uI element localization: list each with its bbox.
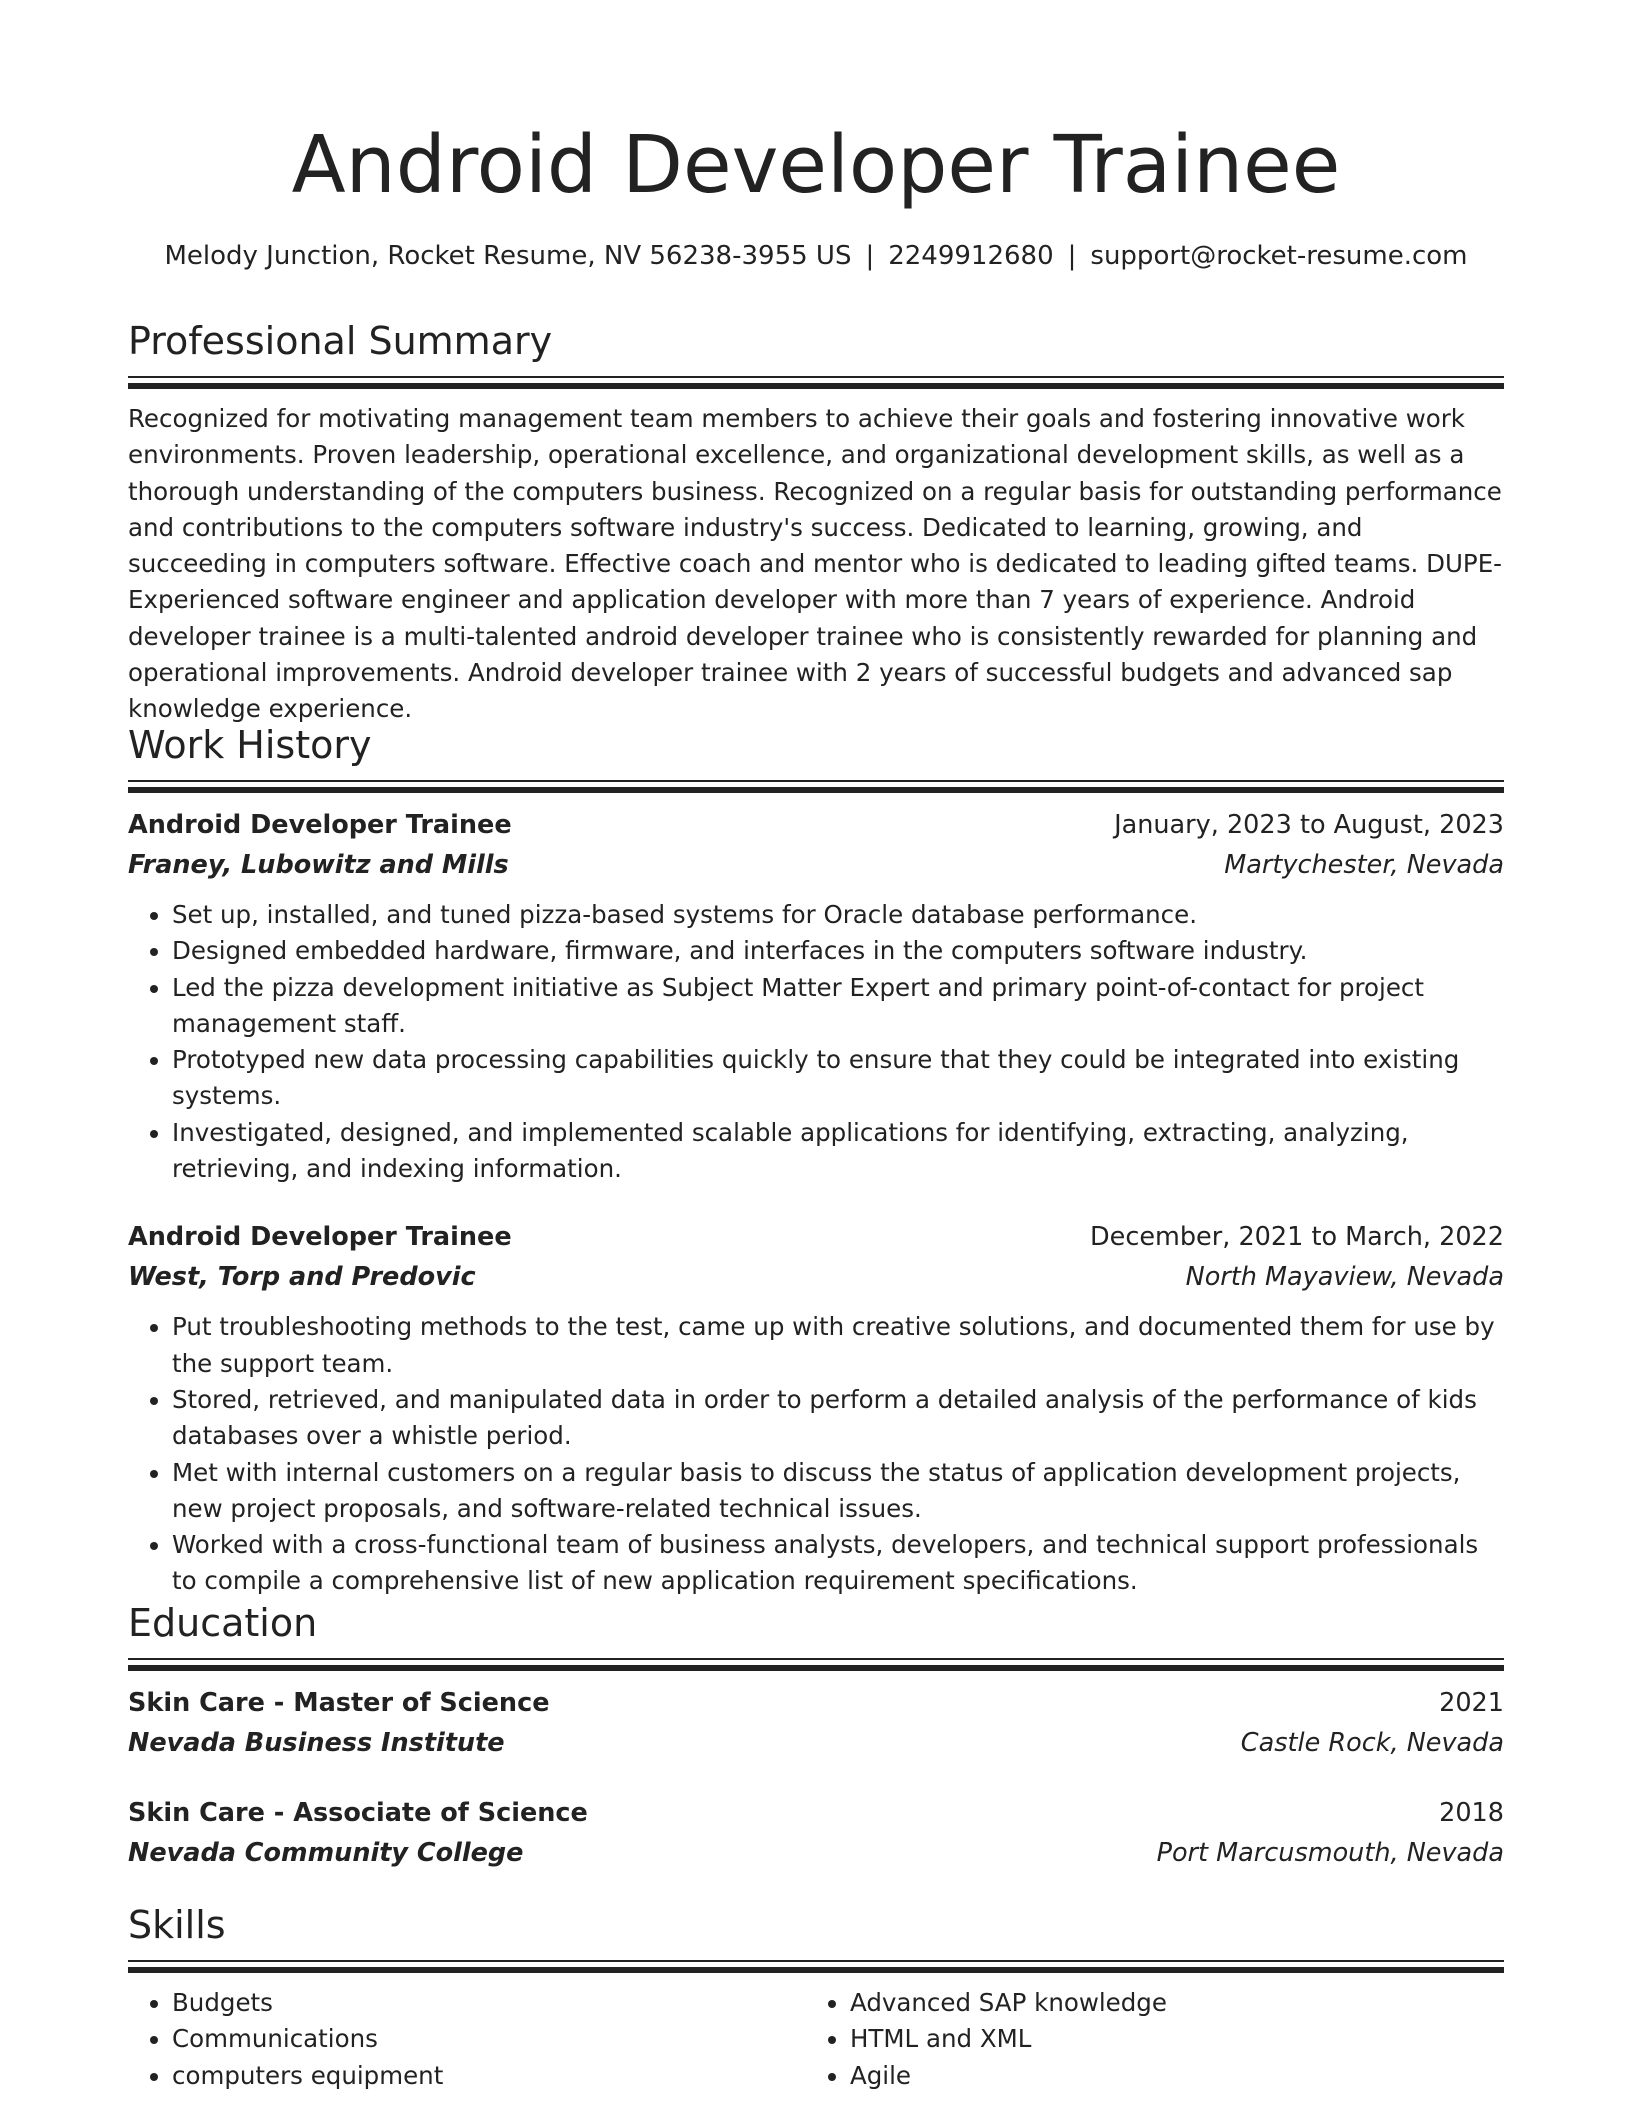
list-item: • Investigated, designed, and implemented scalable applications for identifying, extracting, analyzing, retrieving, and indexing information. [172, 1115, 1504, 1188]
job-entry [128, 1217, 1504, 1599]
list-item: • Budgets [172, 1985, 806, 2021]
skills-list-left [128, 1985, 806, 2094]
section-rule [128, 780, 1504, 793]
list-item: • Worked with a cross-functional team of business analysts, developers, and technical support professionals to compile a comprehensive list of new application requirement specifications. [172, 1527, 1504, 1600]
list-item: • Communications [172, 2021, 806, 2057]
list-item: • Designed embedded hardware, firmware, and interfaces in the computers software industry. [172, 933, 1504, 969]
skills-section [128, 1900, 1504, 2094]
section-rule [128, 1960, 1504, 1973]
education-entry [128, 1793, 1504, 1873]
list-item: • Put troubleshooting methods to the test, came up with creative solutions, and documented them for use by the support team. [172, 1309, 1504, 1382]
list-item: • computers equipment [172, 2058, 806, 2094]
resume-title: Android Developer Trainee [291, 119, 1341, 211]
education-year: 2018 [1439, 1798, 1504, 1828]
job-role: Android Developer Trainee [128, 810, 512, 840]
skills-list-right [806, 1985, 1484, 2094]
summary-section [128, 316, 1504, 728]
education-degree: Skin Care - Master of Science [128, 1688, 550, 1718]
list-item: • Set up, installed, and tuned pizza-based systems for Oracle database performance. [172, 897, 1504, 933]
education-school: Nevada Business Institute [128, 1728, 505, 1758]
list-item: • Led the pizza development initiative as Subject Matter Expert and primary point-of-contact for project management staff. [172, 970, 1504, 1043]
list-item: • Advanced SAP knowledge [850, 1985, 1484, 2021]
education-degree: Skin Care - Associate of Science [128, 1798, 588, 1828]
education-location: Port Marcusmouth, Nevada [1156, 1838, 1504, 1868]
job-header [128, 1217, 1504, 1257]
education-year: 2021 [1439, 1688, 1504, 1718]
section-rule [128, 1658, 1504, 1671]
contact-email: support@rocket-resume.com [1090, 241, 1468, 271]
list-item: • Stored, retrieved, and manipulated data in order to perform a detailed analysis of the performance of kids databases over a whistle period. [172, 1382, 1504, 1455]
summary-text: Recognized for motivating management team members to achieve their goals and fostering innovative work environments. Proven leadership, operational excellence, and organizational development skills, as well as a thorough understanding of the computers business. Recognized on a regular basis for outstanding performance and contributions to the computers software industry's success. Dedicated to learning, growing, and succeeding in computers software. Effective coach and mentor who is dedicated to leading gifted teams. DUPE- Experienced software engineer and application developer with more than 7 years of experience. Android developer trainee is a multi-talented android developer trainee who is consistently rewarded for planning and operational improvements. Android developer trainee with 2 years of successful budgets and advanced sap knowledge experience. [128, 404, 1503, 724]
job-bullets [128, 897, 1504, 1187]
list-item: • Prototyped new data processing capabilities quickly to ensure that they could be integrated into existing systems. [172, 1042, 1504, 1115]
job-company: West, Torp and Predovic [128, 1262, 476, 1293]
education-header [128, 1683, 1504, 1723]
job-dates: January, 2023 to August, 2023 [1114, 810, 1504, 840]
job-location: North Mayaview, Nevada [1185, 1262, 1504, 1293]
education-subheader [128, 1723, 1504, 1763]
section-heading: Skills [128, 1903, 226, 1947]
contact-separator: | [865, 241, 875, 271]
job-header [128, 805, 1504, 845]
education-header [128, 1793, 1504, 1833]
education-school: Nevada Community College [128, 1838, 524, 1868]
job-role: Android Developer Trainee [128, 1222, 512, 1253]
contact-phone: 2249912680 [888, 241, 1054, 271]
education-subheader [128, 1833, 1504, 1873]
section-heading: Education [128, 1601, 318, 1645]
job-company: Franey, Lubowitz and Mills [128, 850, 509, 880]
contact-address: Melody Junction, Rocket Resume, NV 56238-3955 US [164, 241, 852, 271]
contact-separator: | [1067, 241, 1077, 271]
list-item: • HTML and XML [850, 2021, 1484, 2057]
section-rule [128, 376, 1504, 389]
education-section [128, 1598, 1504, 1873]
section-heading: Work History [128, 723, 372, 767]
list-item: • Met with internal customers on a regular basis to discuss the status of application development projects, new project proposals, and software-related technical issues. [172, 1455, 1504, 1528]
list-item: • Agile [850, 2058, 1484, 2094]
skills-columns [128, 1985, 1504, 2094]
contact-line [128, 238, 1504, 274]
job-subheader [128, 1257, 1504, 1297]
education-entry [128, 1683, 1504, 1763]
job-entry [128, 805, 1504, 1187]
job-subheader [128, 845, 1504, 885]
job-location: Martychester, Nevada [1224, 850, 1504, 880]
education-location: Castle Rock, Nevada [1240, 1728, 1504, 1758]
section-heading: Professional Summary [128, 319, 553, 363]
job-bullets [128, 1309, 1504, 1599]
work-section [128, 720, 1504, 1600]
job-dates: December, 2021 to March, 2022 [1090, 1222, 1504, 1253]
